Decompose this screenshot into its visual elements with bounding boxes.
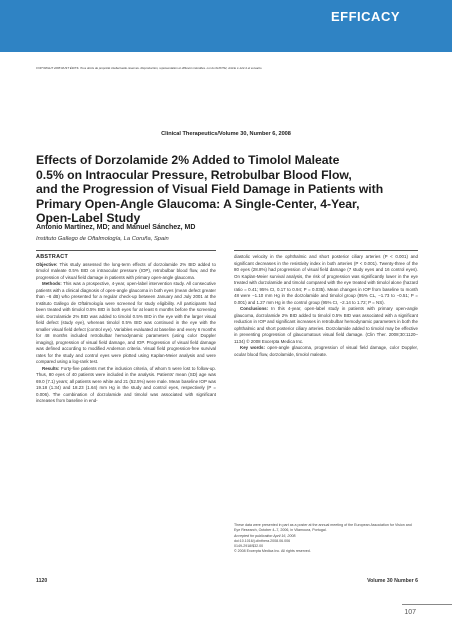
keywords-label: Key words: (240, 345, 265, 350)
abstract-heading: ABSTRACT (36, 254, 69, 260)
abstract-methods (36, 281, 216, 366)
affiliation: Instituto Gallego de Oftalmología, La Coruña, Spain (36, 236, 169, 242)
abstract-results-continued (234, 254, 418, 306)
rights-notice: © 2008 Excerpta Medica Inc. All rights reserved. (234, 549, 311, 554)
issn: 0149-2918/$32.00 (234, 544, 264, 549)
divider-left (36, 250, 216, 251)
title-line: Open-Label Study (36, 211, 141, 226)
abstract-keywords (234, 345, 418, 358)
conclusions-text: In this 4-year, open-label study in patients with primary open-angle glaucoma, dorzolamide 2% BID added to timolol 0.5% BID was associated with a significant reduction in IOP and significant increases in retrobulbar hemodynamic parameters in both the ophthalmic and short posterior ciliary arteries. Dorzolamide added to timolol may be effective in preventing progression of glaucomatous visual field damage. (Clin Ther. 2008;30:1120–1134) © 2008 Excerpta Medica Inc. (234, 306, 418, 344)
folio-volume: Volume 30 Number 6 (367, 578, 418, 584)
authors: Antonio Martínez, MD; and Manuel Sánchez, MD (36, 224, 196, 231)
journal-citation: Clinical Therapeutics/Volume 30, Number 6, 2008 (161, 131, 291, 137)
presentation-note: These data were presented in part as a poster at the annual meeting of the European Association for Vision and Eye Research, October 4–7, 2006, in Vilamoura, Portugal. (234, 523, 412, 533)
title-line: 0.5% on Intraocular Pressure, Retrobulbar Blood Flow, (36, 167, 352, 182)
section-label: EFFICACY (331, 9, 400, 24)
objective-text: This study assessed the long-term effects of dorzolamide 2% BID added to timolol maleate 0.5% BID on intraocular pressure (IOP), retrobulbar blood flow, and the progression of visual field damage in patients with primary open-angle glaucoma. (36, 261, 216, 280)
acceptance-date: Accepted for publication April 16, 2008. (234, 533, 297, 538)
conclusions-label: Conclusions: (240, 306, 269, 311)
results-label: Results: (42, 365, 60, 371)
title-line: Primary Open-Angle Glaucoma: A Single-Center, 4-Year, (36, 196, 360, 211)
doi: doi:10.1016/j.clinthera.2008.06.006 (234, 538, 291, 543)
abstract-column-left (36, 254, 216, 405)
abstract-conclusions (234, 306, 418, 345)
title-line: and the Progression of Visual Field Damage in Patients with (36, 182, 384, 197)
results-text-continued: diastolic velocity in the ophthalmic and short posterior ciliary arteries (P < 0.001) and significant decreases in the resistivity index in both arteries (P < 0.001). Twenty-three of the 80 eyes (28.8%) had progression of visual field damage (7 study eyes and 16 control eyes). On Kaplan-Meier survival analysis, the risk of progression was significantly lower in the eye treated with dorzolamide and timolol compared with the eye treated with timolol alone (hazard ratio = 0.41; 95% CI, 0.17 to 0.94; P = 0.035). Mean changes in IOP from baseline to month 48 were −1.10 mm Hg in the dorzolamide and timolol group (95% CL, −1.73 to −0.51; P = 0.001) and 1.27 mm Hg in the control group (95% CI, −2.14 to 1.72; P = NS). (234, 254, 418, 305)
title-line: Effects of Dorzolamide 2% Added to Timolol Maleate (36, 153, 340, 167)
divider-right (234, 250, 418, 251)
folio-page: 1120 (36, 578, 48, 584)
article-footnote (234, 523, 418, 555)
section-banner (0, 0, 452, 52)
page-number-rule (402, 604, 452, 605)
page-number: 107 (404, 609, 416, 616)
objective-label: Objective: (36, 261, 58, 267)
keywords-text: open-angle glaucoma, progression of visual field damage, color Doppler, ocular blood flow, dorzolamide, timolol maleate. (234, 345, 418, 357)
abstract-column-right (234, 254, 418, 358)
methods-text: This was a prospective, 4-year, open-label intervention study. All consecutive patients with a clinical diagnosis of open-angle glaucoma in both eyes (mean defect greater than −6 dB) who presented for a regular check-up between January and July 2001 at the Instituto Gallego de Oftalmología were screened for study eligibility. All participants had been treated with timolol 0.5% BID in both eyes for at least 6 months before the screening visit. Dorzolamide 2% BID was added to timolol 0.5% BID in the eye with the larger visual field defect (study eye), whereas timolol 0.5% BID was continued in the eye with the smaller visual field defect (control eye). Variables evaluated at baseline and every 6 months for 48 months included retrobulbar hemodynamic parameters (using color Doppler imaging), progression of visual field damage, and IOP. Progression of visual field damage was defined according to modified Anderson criteria. Visual field progression-free survival rates for the study and control eyes were plotted using Kaplan-Meier analysis and were compared using a log-rank test. (36, 281, 216, 364)
article-title (36, 153, 384, 226)
results-text: Forty-five patients met the inclusion criteria, of whom 5 were lost to follow-up. Thus, 80 eyes of 40 patients were included in the analysis. Patients' mean (SD) age was 69.0 (7.1) years; all patients were white and 21 (52.5%) were male. Mean baseline IOP was 19.18 (1.34) and 18.23 (1.64) mm Hg in the study and control eyes, respectively (P = 0.006). The combination of dorzolamide and timolol was associated with significant increases from baseline in end- (36, 365, 216, 403)
methods-label: Methods: (42, 281, 62, 286)
copyright-notice: COPYRIGHT 2008 RUST ÉDITS. Tous droits de propriété intellectuelle réservés. Reproduction, représentation et diffusion interdites. Loi du 01/07/92, Article 1-122-4 et suivants. (36, 66, 263, 70)
abstract-objective (36, 262, 216, 282)
abstract-results (36, 366, 216, 405)
